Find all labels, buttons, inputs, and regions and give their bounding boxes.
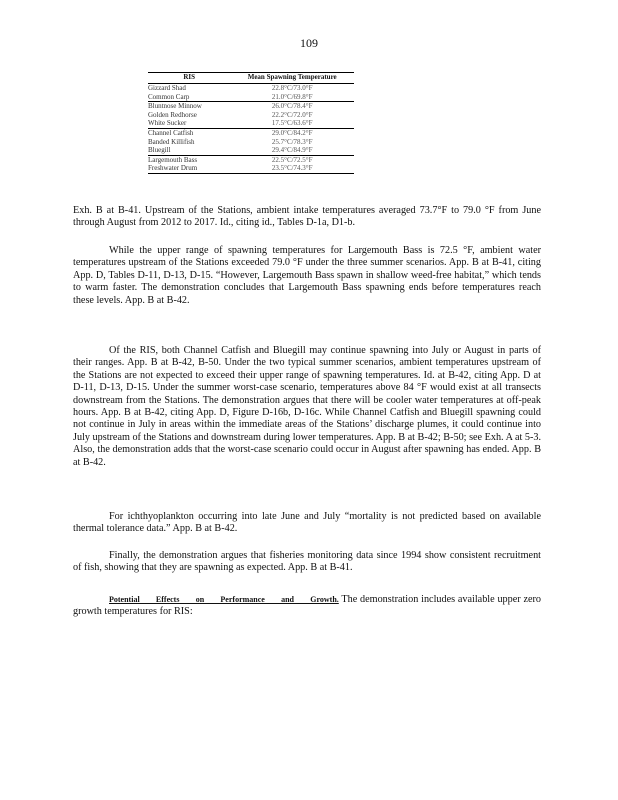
species-cell: Golden Redhorse	[148, 110, 197, 119]
paragraph-ichthyoplankton: For ichthyoplankton occurring into late June and July “mortality is not predicted based on available thermal tolerance data.” App. B at B-42.	[73, 511, 541, 535]
table-row	[148, 102, 354, 111]
table-row	[148, 119, 354, 128]
table-row	[148, 164, 354, 173]
paragraph-performance-growth	[73, 594, 541, 619]
temperature-cell: 22.5°C/72.5°F	[230, 155, 354, 164]
temperature-cell: 17.5°C/63.6°F	[271, 119, 313, 128]
table-row	[148, 84, 354, 93]
species-cell: Largemouth Bass	[148, 155, 230, 164]
temperature-cell: 25.7°C/78.3°F	[271, 137, 313, 146]
species-cell: Channel Catfish	[148, 128, 230, 137]
temperature-cell: 23.5°C/74.3°F	[230, 164, 354, 173]
species-cell: Gizzard Shad	[148, 84, 186, 92]
spawning-temperature-table	[148, 72, 354, 174]
temperature-cell: 29.4°C/84.9°F	[271, 146, 313, 155]
page-number: 109	[300, 36, 318, 50]
paragraph-fisheries-monitoring: Finally, the demonstration argues that fisheries monitoring data since 1994 show consistent recruitment of fish, showing that they are spawning as expected. App. B at B-41.	[73, 550, 541, 574]
header-ris: RIS	[148, 73, 230, 84]
paragraph-intake-temperatures: Exh. B at B-41. Upstream of the Stations, ambient intake temperatures averaged 73.7°F to 79.0 °F from June through August from 2012 to 2017. Id., citing id., Tables D-1a, D1-b.	[73, 205, 541, 229]
table-row	[148, 146, 354, 155]
section-heading: Potential Effects on Performance and Growth.	[109, 595, 339, 604]
species-cell: Bluntnose Minnow	[148, 102, 230, 111]
temperature-cell: 29.0°C/84.2°F	[230, 128, 354, 137]
temperature-cell: 26.0°C/78.4°F	[230, 102, 354, 111]
temperature-cell: 21.0°C/69.8°F	[271, 92, 313, 101]
table-row	[148, 128, 354, 137]
table-row	[148, 138, 354, 147]
species-cell: Freshwater Drum	[148, 164, 230, 173]
header-mean-spawning-temperature: Mean Spawning Temperature	[230, 73, 354, 84]
species-cell: Banded Killifish	[148, 137, 195, 146]
species-cell: White Sucker	[148, 119, 187, 128]
temperature-cell: 22.2°C/72.0°F	[271, 110, 313, 119]
table-header-row	[148, 73, 354, 84]
table-row	[148, 93, 354, 102]
table-row	[148, 155, 354, 164]
paragraph-catfish-bluegill: Of the RIS, both Channel Catfish and Bluegill may continue spawning into July or August in parts of their ranges. App. B at B-42, B-50. Under the two typical summer scenarios, ambient temperatures upstream of the Stations are not expected to exceed their upper range of spawning temperatures. Id. at B-42, citing App. D at D-11, D-13, D-15. Under the summer worst-case scenario, temperatures above 84 °F would exist at all transects downstream from the Stations. The demonstration argues that there will be cooler water temperatures at off-peak hours. App. B at B-42, citing App. D, Figure D-16b, D-16c. While Channel Catfish and Bluegill spawning could not continue in July in areas within the immediate areas of the Stations’ discharge plumes, it could continue into July upstream of the Stations and downstream during lower temperatures. App. B at B-42; B-50; see Exh. A at 5-3. Also, the demonstration adds that the worst-case scenario could occur in August after spawning has ended. App. B at B-42.	[73, 345, 541, 468]
species-cell: Common Carp	[148, 92, 190, 101]
paragraph-text: The demonstration includes available upper zero growth temperatures for RIS:	[73, 594, 541, 618]
temperature-cell: 22.8°C/73.0°F	[271, 84, 313, 92]
table-row	[148, 111, 354, 120]
species-cell: Bluegill	[148, 146, 171, 155]
paragraph-largemouth-bass: While the upper range of spawning temperatures for Largemouth Bass is 72.5 °F, ambient water temperatures upstream of the Stations exceeded 79.0 °F under the three summer scenarios. App. B at B-41, citing App. D, Tables D-11, D-13, D-15. “However, Largemouth Bass spawn in shallow weed-free habitat,” which tends to warm faster. The demonstration concludes that Largemouth Bass spawning ends before temperatures reach these levels. App. B at B-42.	[73, 245, 541, 306]
